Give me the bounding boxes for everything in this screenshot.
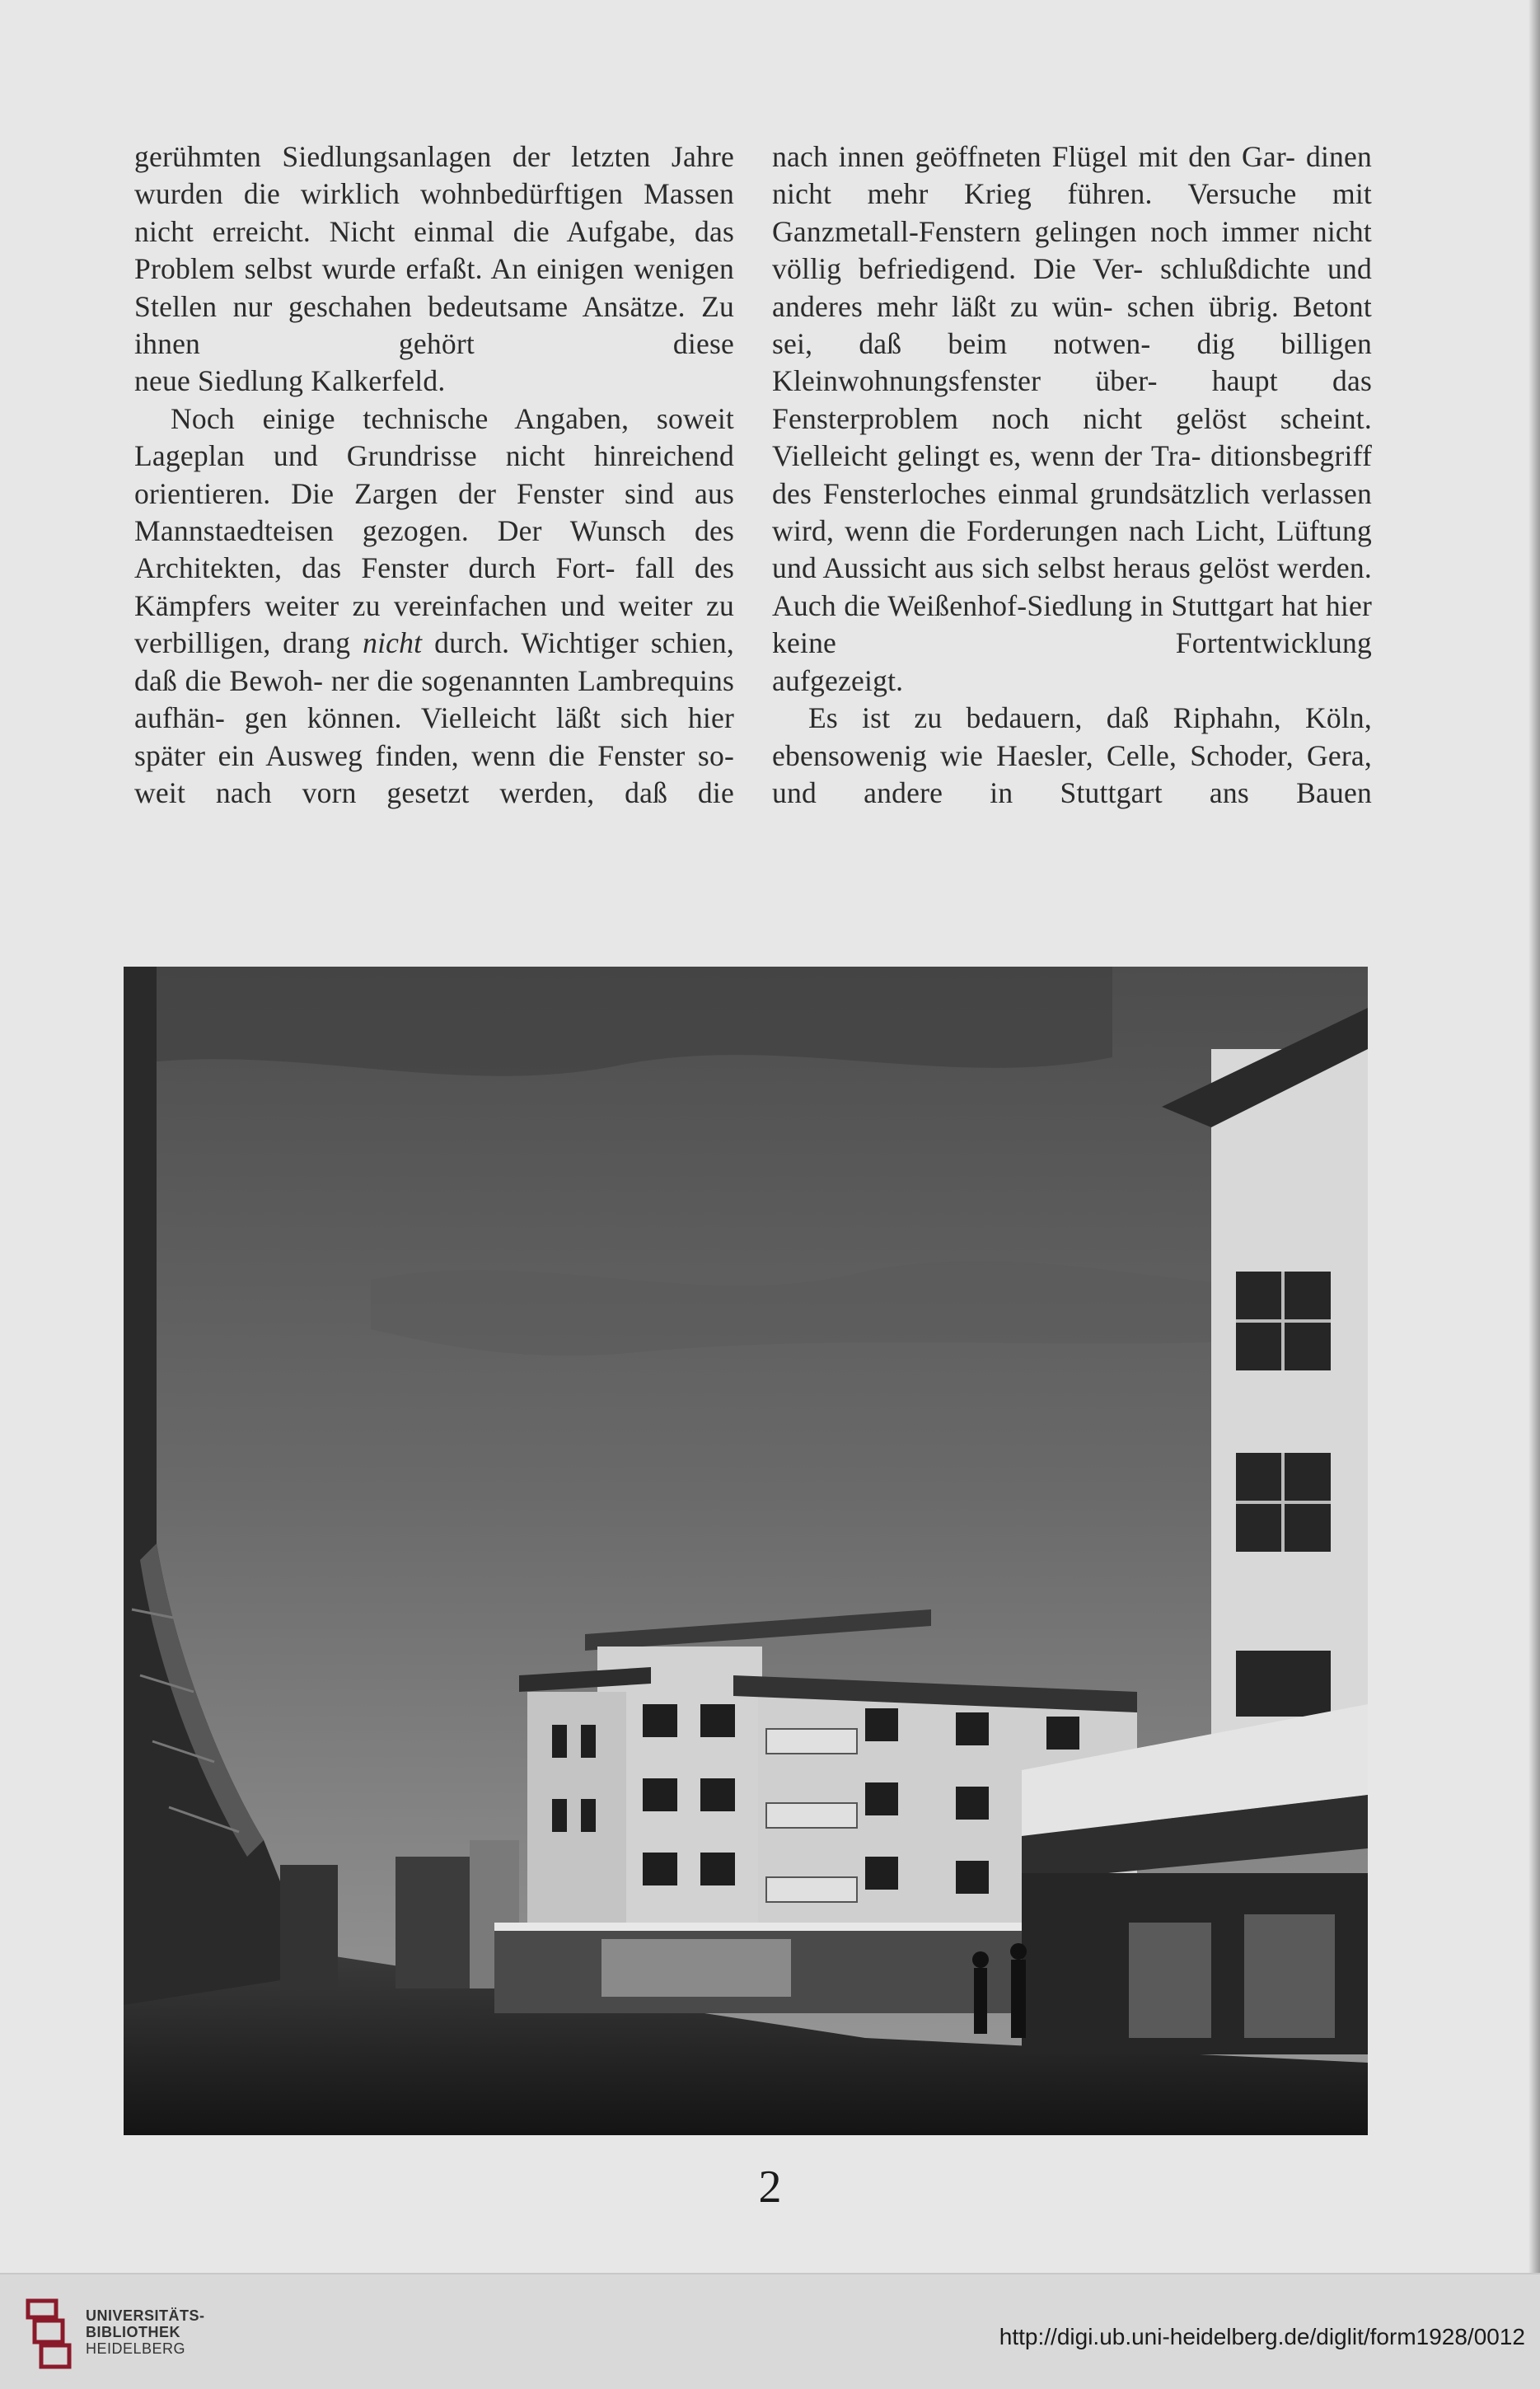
paragraph: gerühmten Siedlungsanlagen der letzten Jahre wurden die wirklich wohnbedürftigen Massen nicht erreicht. Nicht einmal die Aufgabe, das Problem selbst wurde erfaßt. An einigen wenigen Stellen nur geschahen bedeutsame Ansätze. Zu ihnen gehört diese [134,140,735,361]
library-name: UNIVERSITÄTS- BIBLIOTHEK HEIDELBERG [86,2307,205,2357]
digitization-footer [0,2273,1540,2389]
paragraph: Es ist zu bedauern, daß Riphahn, Köln, ebensowenig wie Haesler, Celle, Schoder, Gera, und andere in Stuttgart ans Bauen [772,701,1372,809]
emphasis-text: nicht [363,626,435,660]
page-number: 2 [758,2162,782,2213]
paragraph: Noch einige technische Angaben, soweit Lageplan und Grundrisse nicht hinreichend orientieren. Die Zargen der Fenster sind aus Mannstaedteisen gezogen. Der Wunsch des Architekten, das Fenster durch Fort- fall des Kämpfers weiter zu vereinfachen und weiter zu verbilligen, drang nicht durch. Wichtiger schien, daß die Bewoh- ner die sogenannten Lambrequins aufhän- gen können. Vielleicht läßt sich hier später ein Ausweg finden, wenn die Fenster so- weit nach vorn gesetzt werden, daß die [134,401,735,809]
library-logo-icon [23,2293,73,2372]
text-column-right [772,138,1372,812]
text-column-left [134,138,734,812]
paragraph-last-line: neue Siedlung Kalkerfeld. [134,364,446,398]
paragraph-last-line: aufgezeigt. [772,663,904,697]
building-photo-illustration [124,967,1368,2135]
paragraph: nach innen geöffneten Flügel mit den Gar- dinen nicht mehr Krieg führen. Versuche mit Ganzmetall-Fenstern gelingen noch immer nicht völlig befriedigend. Die Ver- schlußdichte und anderes mehr läßt zu wün- schen übrig. Betont sei, daß beim notwen- dig billigen Kleinwohnungsfenster über- haupt das Fensterproblem noch nicht gelöst scheint. Vielleicht gelingt es, wenn der Tra- ditionsbegriff des Fensterloches einmal grundsätzlich verlassen wird, wenn die Forderungen nach Licht, Lüftung und Aussicht aus sich selbst heraus gelöst werden. Auch die Weißenhof-Siedlung in Stuttgart hat hier keine Fortentwicklung [772,140,1373,660]
street-photograph [124,967,1368,2135]
source-link[interactable]: http://digi.ub.uni-heidelberg.de/diglit/form1928/0012 [999,2324,1525,2349]
source-url[interactable] [999,2324,1525,2350]
